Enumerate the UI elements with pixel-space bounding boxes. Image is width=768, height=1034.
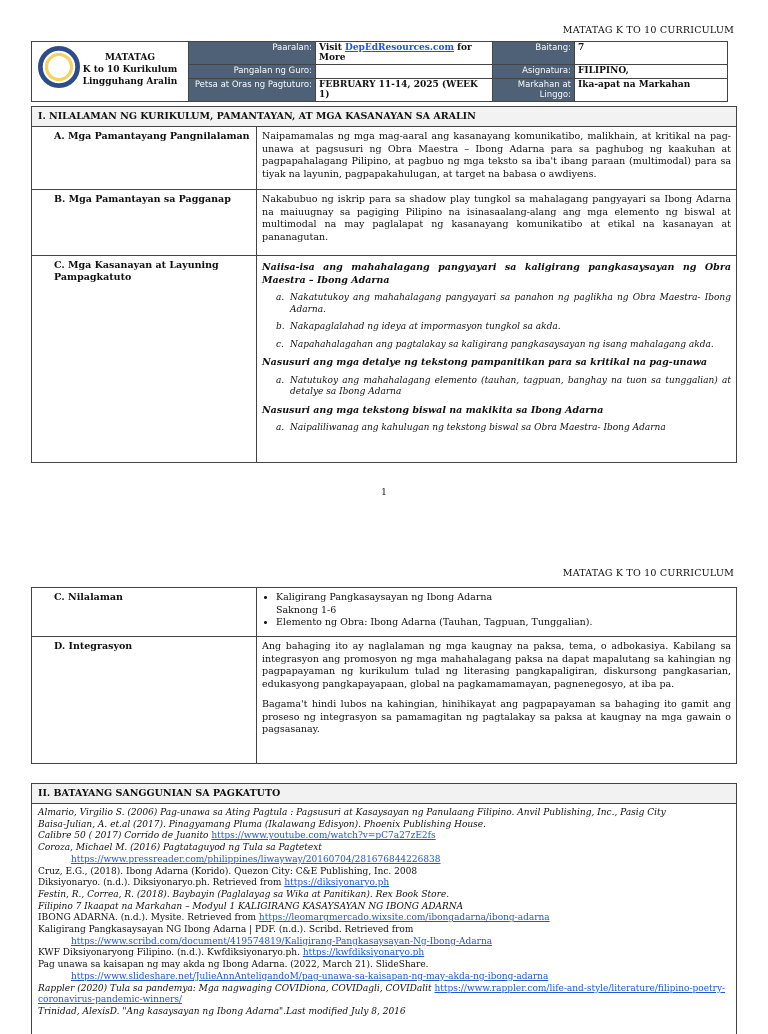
row-content	[257, 256, 736, 462]
markahan-value: Ika-apat na Markahan	[575, 79, 728, 102]
list-item: a. Natutukoy ang mahahalagang elemento (tauhan, tagpuan, banghay na tuon sa tunggalian) at detalye sa Ibong Adarna	[276, 375, 731, 397]
guro-label: Pangalan ng Guro:	[189, 65, 316, 79]
section-batayang-sanggunian	[31, 783, 737, 1034]
baitang-label: Baitang:	[493, 42, 575, 65]
reference-item: Calibre 50 ( 2017) Corrido de Juanito https://www.youtube.com/watch?v=pC7a27zE2fs	[38, 831, 436, 842]
reference-link[interactable]: https://kwfdiksiyonaryo.ph	[302, 948, 425, 959]
reference-item	[38, 937, 730, 949]
list-item: • Elemento ng Obra: Ibong Adarna (Tauhan, Tagpuan, Tunggalian).	[276, 617, 731, 630]
reference-item: IBONG ADARNA. (n.d.). Mysite. Retrieved from https://leomargmercado.wixsite.com/ibongadarna/ibong-adarna	[38, 913, 550, 924]
list-item: a. Nakatutukoy ang mahahalagang pangyayari sa panahon ng paglikha ng Obra Maestra- Ibong Adarna.	[276, 293, 731, 315]
reference-link[interactable]: https://leomargmercado.wixsite.com/ibongadarna/ibong-adarna	[258, 913, 550, 924]
row-content: Nakabubuo ng iskrip para sa shadow play tungkol sa mahalagang pangyayari sa Ibong Adarna na maiuugnay sa pagiging Pilipino na isinasaalang-alang ang mga elemento ng biswal at multimodal na may paglalapat ng kasanayang komunikatibo at etikal na kasanayan at pananagutan.	[262, 194, 731, 243]
reference-link[interactable]: https://diksiyonaryo.ph	[284, 878, 390, 889]
lesson-info-table	[31, 41, 728, 102]
row-label: C. Mga Kasanayan at Layuning Pampagkatuto	[32, 256, 257, 462]
reference-item: Pag unawa sa kaisapan ng may akda ng Ibong Adarna. (2022, March 21). SlideShare.	[38, 960, 429, 971]
row-content	[257, 588, 736, 636]
markahan-label: Markahan at Linggo:	[493, 79, 575, 102]
paaralan-value: Visit DepEdResources.com for More	[316, 42, 493, 65]
list-item: • Kaligirang Pangkasaysayan ng Ibong Adarna	[276, 592, 731, 605]
reference-item: Diksiyonaryo. (n.d.). Diksiyonaryo.ph. Retrieved from https://diksiyonaryo.ph	[38, 878, 390, 889]
section-nilalaman-integrasyon	[31, 587, 737, 764]
deped-seal-icon	[38, 46, 80, 88]
reference-item: Rappler (2020) Tula sa pandemya: Mga nagwaging COVIDiona, COVIDagli, COVIDalit https://www.rappler.com/life-and-style/literature/filipino-poetry-coronavirus-pandemic-winners/	[38, 983, 726, 1006]
competency-heading: Naiisa-isa ang mahahalagang pangyayari sa kaligirang pangkasaysayan ng Obra Maestra – Ibong Adarna	[262, 262, 731, 286]
competency-heading: Nasusuri ang mga detalye ng tekstong pampanitikan para sa kritikal na pag-unawa	[262, 357, 708, 368]
row-content: Naipamamalas ng mga mag-aaral ang kasanayang komunikatibo, malikhain, at kritikal na pag-unawa at pagsusuri ng Obra Maestra – Ibong Adarna para sa paghubog ng kaakuhan at pagpapahalagang Pilipino, at pagbuo ng mga teksto sa iba't ibang paraan (multimodal) para sa tiyak na layunin, pagpapakahulugan, at target na babasa o awdiyens.	[262, 131, 731, 180]
petsa-value: FEBRUARY 11-14, 2025 (WEEK 1)	[316, 79, 493, 102]
section-title: II. BATAYANG SANGGUNIAN SA PAGKATUTO	[32, 784, 736, 804]
reference-item: Cruz, E.G., (2018). Ibong Adarna (Korido). Quezon City: C&E Publishing, Inc. 2008	[38, 866, 418, 877]
reference-item: Almario, Virgilio S. (2006) Pag-unawa sa Ating Pagtula : Pagsusuri at Kasaysayan ng Panulaang Filipino. Anvil Publishing, Inc., Pasig City	[38, 808, 666, 818]
row-label: D. Integrasyon	[32, 637, 257, 763]
reference-item: Filipino 7 Ikaapat na Markahan – Modyul 1 KALIGIRANG KASAYSAYAN NG IBONG ADARNA	[38, 901, 464, 912]
reference-item: Festin, R., Correa, R. (2018). Baybayin (Paglalayag sa Wika at Panitikan). Rex Book Store.	[38, 889, 450, 900]
reference-item: Baisa-Julian, A. et.al (2017). Pinagyamang Pluma (Ikalawang Edisyon). Phoenix Publishing House.	[38, 819, 486, 830]
row-nilalaman	[32, 588, 736, 637]
reference-item: KWF Diksiyonaryong Filipino. (n.d.). Kwfdiksiyonaryo.ph. https://kwfdiksiyonaryo.ph	[38, 948, 425, 959]
row-label: A. Mga Pamantayang Pangnilalaman	[32, 127, 257, 189]
row-content: Ang bahaging ito ay naglalaman ng mga kaugnay na paksa, tema, o adbokasiya. Kabilang sa integrasyon ang promosyon ng mga mahahalagang paksa na dapat mapalutang sa kahingian ng pagpapayaman ng kurikulum tulad ng literasing pangkapaligiran, diskursong pangkasarian, edukasyong pangkapayapaan, global na pagkamamamayan, pagnenegosyo, at iba pa. Bagama't hindi lubos na kahingian, hinihikayat ang pagpapayaman sa bahaging ito gamit ang proseso ng integrasyon sa pamamagitan ng pagtalakay sa paksa at kaugnay na mga gawain o pagsasanay.	[262, 641, 731, 735]
baitang-value: 7	[575, 42, 728, 65]
list-item: b. Nakapaglalahad ng ideya at impormasyon tungkol sa akda.	[276, 322, 561, 332]
logo-cell	[32, 42, 189, 102]
row-pamantayan-pagganap	[32, 190, 736, 256]
reference-list	[32, 804, 736, 1023]
list-item: Saknong 1-6	[276, 604, 337, 616]
asignatura-value: FILIPINO,	[575, 65, 728, 79]
section-title: I. NILALAMAN NG KURIKULUM, PAMANTAYAN, AT MGA KASANAYAN SA ARALIN	[32, 107, 736, 127]
paaralan-label: Paaralan:	[189, 42, 316, 65]
curriculum-header: MATATAG K TO 10 CURRICULUM	[562, 25, 734, 36]
reference-link[interactable]: https://www.slideshare.net/JulieAnnAnteligandoM/pag-unawa-sa-kaisapan-ng-may-akda-ng-ibong-adarna	[71, 971, 549, 982]
list-item: c. Napahahalagahan ang pagtalakay sa kaligirang pangkasaysayan ng isang mahalagang akda.	[276, 339, 714, 350]
reference-item: Trinidad, AlexisD. "Ang kasaysayan ng Ibong Adarna".Last modified July 8, 2016	[38, 1006, 406, 1017]
matatag-title: MATATAG K to 10 Kurikulum Lingguhang Aralin	[82, 53, 178, 87]
row-label: B. Mga Pamantayan sa Pagganap	[32, 190, 257, 255]
row-pamantayang-pangnilalaman	[32, 127, 736, 190]
reference-link[interactable]: https://www.pressreader.com/philippines/liwayway/20160704/281676844226838	[71, 854, 441, 865]
depedresources-link[interactable]: DepEdResources.com	[345, 43, 454, 53]
reference-link[interactable]: https://www.youtube.com/watch?v=pC7a27zE2fs	[211, 831, 436, 842]
row-kasanayan-layunin	[32, 256, 736, 462]
page-number: 1	[381, 488, 387, 498]
row-label: C. Nilalaman	[32, 588, 257, 636]
competency-heading: Nasusuri ang mga tekstong biswal na makikita sa Ibong Adarna	[262, 404, 604, 416]
guro-value	[316, 65, 493, 79]
section-nilalaman-kurikulum	[31, 106, 737, 463]
asignatura-label: Asignatura:	[493, 65, 575, 79]
petsa-label: Petsa at Oras ng Pagtuturo:	[189, 79, 316, 102]
reference-item	[38, 855, 730, 867]
curriculum-header: MATATAG K TO 10 CURRICULUM	[562, 568, 734, 579]
reference-link[interactable]: https://www.rappler.com/life-and-style/literature/filipino-poetry-coronavirus-pandemic-winners/	[38, 983, 726, 1006]
reference-item	[38, 972, 730, 984]
reference-item: Kaligirang Pangkasaysayan NG Ibong Adarna | PDF. (n.d.). Scribd. Retrieved from	[38, 925, 414, 936]
reference-link[interactable]: https://www.scribd.com/document/419574819/Kaligirang-Pangkasaysayan-Ng-Ibong-Adarna	[71, 936, 493, 947]
row-integrasyon	[32, 637, 736, 763]
list-item: a. Naipaliliwanag ang kahulugan ng tekstong biswal sa Obra Maestra- Ibong Adarna	[276, 423, 666, 433]
reference-item: Coroza, Michael M. (2016) Pagtataguyod ng Tula sa Pagtetext	[38, 843, 322, 854]
